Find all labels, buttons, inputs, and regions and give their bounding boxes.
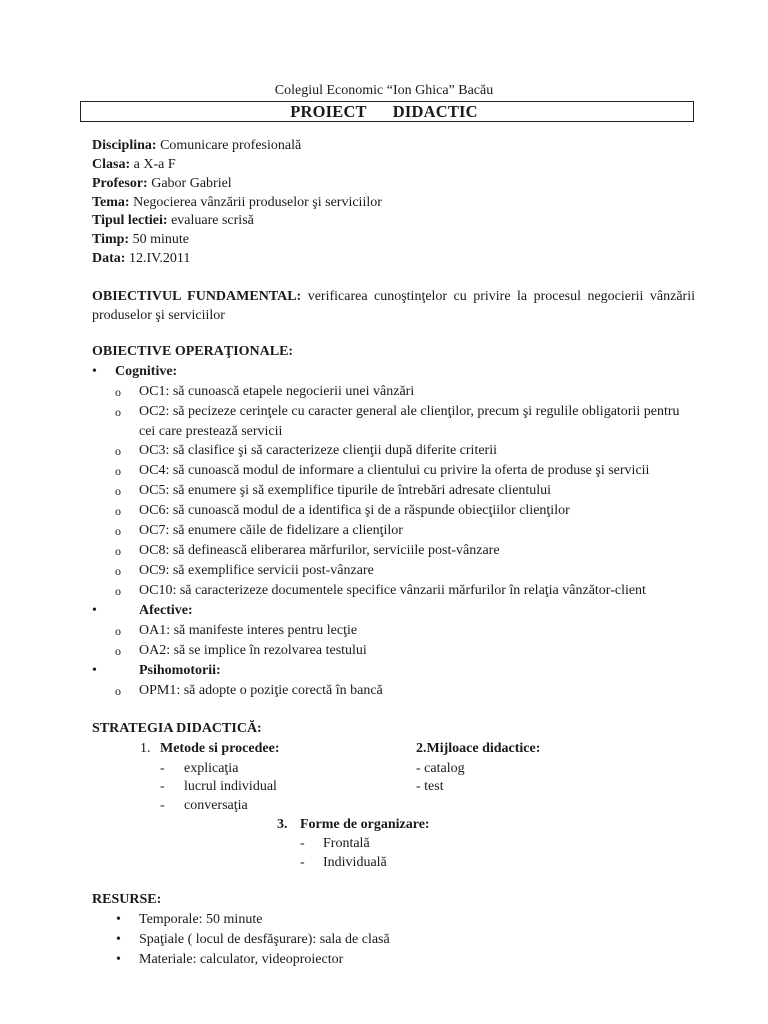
objective-oc2: OC2: să pecizeze cerinţele cu caracter general ale clienţilor, precum şi regulile obligatorii pentru — [139, 404, 680, 419]
strategy-heading: STRATEGIA DIDACTICĂ: — [92, 721, 262, 736]
objective-oa1: OA1: să manifeste interes pentru lecţie — [139, 623, 358, 638]
objective-oc10: OC10: să caracterizeze documentele specifice vânzarii mărfurilor în relaţia vânzător-client — [139, 583, 646, 598]
objective-oc9: OC9: să exemplifice servicii post-vânzare — [139, 563, 374, 578]
school-name: Colegiul Economic “Ion Ghica” Bacău — [274, 83, 494, 98]
title-word-1: PROIECT — [290, 102, 367, 121]
objective-oc1: OC1: să cunoască etapele negocierii unei vânzări — [139, 384, 415, 399]
sub-bullet-icon: o — [115, 385, 121, 399]
method-item: lucrul individual — [184, 779, 277, 794]
resources-heading: RESURSE: — [92, 892, 162, 907]
sub-bullet-icon: o — [115, 584, 121, 598]
info-lesson-type: Tipul lectiei: evaluare scrisă — [92, 213, 254, 228]
info-discipline: Disciplina: Comunicare profesională — [92, 138, 302, 153]
sub-bullet-icon: o — [115, 544, 121, 558]
resource-item: Temporale: 50 minute — [139, 912, 263, 927]
psychomotor-label: Psihomotorii: — [139, 663, 221, 678]
objective-oc5: OC5: să enumere şi să exemplifice tipurile de întrebări adresate clientului — [139, 483, 552, 498]
resource-item: Spaţiale ( locul de desfăşurare): sala de clasă — [139, 932, 390, 947]
sub-bullet-icon: o — [115, 405, 121, 419]
forms-label: Forme de organizare: — [300, 817, 430, 832]
objective-oc2-continuation: cei care prestează servicii — [139, 424, 283, 439]
info-teacher: Profesor: Gabor Gabriel — [92, 176, 232, 191]
form-item: Frontală — [323, 836, 370, 851]
objective-oc7: OC7: să enumere căile de fidelizare a clienţilor — [139, 523, 403, 538]
sub-bullet-icon: o — [115, 624, 121, 638]
objective-oc8: OC8: să definească eliberarea mărfurilor, serviciile post-vânzare — [139, 543, 500, 558]
dash-marker: - — [160, 779, 165, 794]
objective-oc4: OC4: să cunoască modul de informare a clientului cu privire la oferta de produse şi servicii — [139, 463, 650, 478]
info-time: Timp: 50 minute — [92, 232, 189, 247]
sub-bullet-icon: o — [115, 504, 121, 518]
sub-bullet-icon: o — [115, 564, 121, 578]
dash-marker: - — [160, 761, 165, 776]
info-class: Clasa: a X-a F — [92, 157, 176, 172]
sub-bullet-icon: o — [115, 524, 121, 538]
bullet-icon: • — [116, 952, 121, 967]
sub-bullet-icon: o — [115, 484, 121, 498]
methods-label: Metode si procedee: — [160, 741, 280, 756]
bullet-icon: • — [116, 932, 121, 947]
document-title — [0, 101, 768, 122]
forms-number: 3. — [277, 817, 288, 832]
bullet-icon: • — [92, 603, 97, 618]
sub-bullet-icon: o — [115, 684, 121, 698]
means-label: 2.Mijloace didactice: — [416, 741, 541, 756]
dash-marker: - — [160, 798, 165, 813]
form-item: Individuală — [323, 855, 387, 870]
method-item: conversaţia — [184, 798, 248, 813]
sub-bullet-icon: o — [115, 464, 121, 478]
objective-oa2: OA2: să se implice în rezolvarea testului — [139, 643, 367, 658]
info-topic: Tema: Negocierea vânzării produselor şi serviciilor — [92, 195, 382, 210]
method-item: explicaţia — [184, 761, 239, 776]
title-word-2: DIDACTIC — [392, 102, 478, 121]
affective-label: Afective: — [139, 603, 193, 618]
info-date: Data: 12.IV.2011 — [92, 251, 191, 266]
objectives-heading: OBIECTIVE OPERAŢIONALE: — [92, 344, 294, 359]
resource-item: Materiale: calculator, videoproiector — [139, 952, 344, 967]
bullet-icon: • — [116, 912, 121, 927]
sub-bullet-icon: o — [115, 444, 121, 458]
dash-marker: - — [300, 855, 305, 870]
means-item: - catalog — [416, 761, 465, 776]
means-item: - test — [416, 779, 444, 794]
cognitive-label: Cognitive: — [115, 364, 178, 379]
fundamental-objective: OBIECTIVUL FUNDAMENTAL: verificarea cunoştinţelor cu privire la procesul negocierii vânzării produselor şi serviciilor — [92, 289, 695, 323]
methods-number: 1. — [140, 741, 151, 756]
bullet-icon: • — [92, 364, 97, 379]
sub-bullet-icon: o — [115, 644, 121, 658]
objective-oc3: OC3: să clasifice şi să caracterizeze clienţii după diferite criterii — [139, 443, 497, 458]
objective-opm1: OPM1: să adopte o poziţie corectă în bancă — [139, 683, 383, 698]
bullet-icon: • — [92, 663, 97, 678]
dash-marker: - — [300, 836, 305, 851]
objective-oc6: OC6: să cunoască modul de a identifica şi de a răspunde obiecţiilor clienţilor — [139, 503, 570, 518]
